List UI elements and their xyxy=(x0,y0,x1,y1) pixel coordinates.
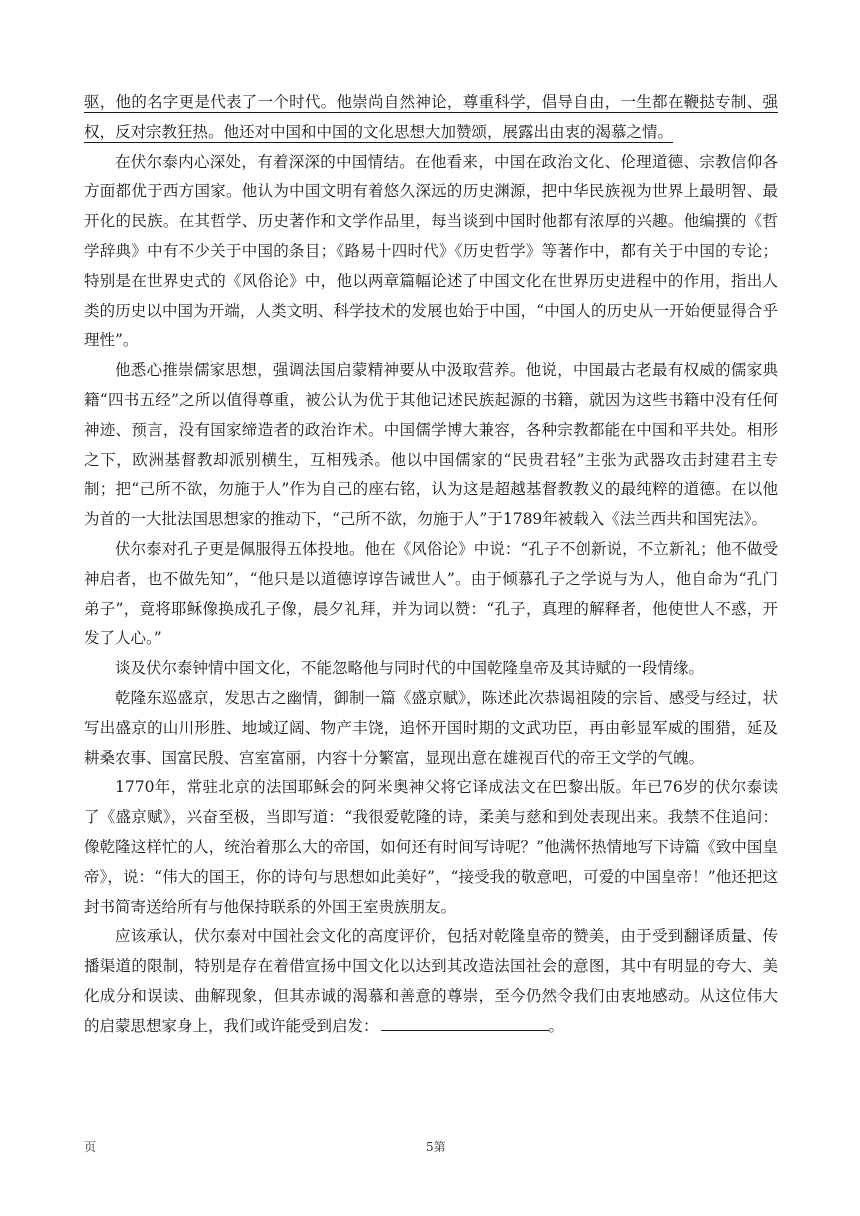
paragraph-qianlong-intro: 谈及伏尔泰钟情中国文化，不能忽略他与同时代的中国乾隆皇帝及其诗赋的一段情缘。 xyxy=(115,659,705,678)
paragraph-confucius-admiration: 伏尔泰对孔子更是佩服得五体投地。他在《风俗论》中说：“孔子不创新说，不立新礼；他不做受神启者，也不做先知”，“他只是以道德谆谆告诫世人”。由于倾慕孔子之学说与为人，他自命为“孔门弟子”，竟将耶稣像换成孔子像，晨夕礼拜，并为词以赞：“孔子，真理的解释者，他使世人不惑，开发了人心。” xyxy=(84,539,778,648)
paragraph-continuation: 驱，他的名字更是代表了一个时代。他崇尚自然神论，尊重科学，倡导自由，一生都在鞭挞专制、强权，反对宗教狂热。他还对中国和中国的文化思想大加赞颂，展露出由衷的渴慕之情。 xyxy=(84,93,778,141)
paragraph-confucianism: 他悉心推崇儒家思想，强调法国启蒙精神要从中汲取营养。他说，中国最古老最有权威的儒家典籍“四书五经”之所以值得尊重，被公认为优于其他记述民族起源的书籍，就因为这些书籍中没有任何神迹、预言，没有国家缔造者的政治诈术。中国儒学博大兼容，各种宗教都能在中国和平共处。相形之下，欧洲基督教却派别横生，互相残杀。他以中国儒家的“民贵君轻”主张为武器攻击封建君主专制；把“己所不欲，勿施于人”作为自己的座右铭，认为这是超越基督教教义的最纯粹的道德。在以他为首的一大批法国思想家的推动下，“己所不欲，勿施于人”于1789年被载入《法兰西共和国宪法》。 xyxy=(84,361,778,529)
page-number: 5第 xyxy=(426,1140,446,1154)
footer-left-text: 页 xyxy=(84,1140,97,1154)
conclusion-text: 应该承认，伏尔泰对中国社会文化的高度评价，包括对乾隆皇帝的赞美，由于受到翻译质量、传播渠道的限制，特别是存在着借宣扬中国文化以达到其改造法国社会的意图，其中有明显的夸大、美化成分和误读、曲解现象，但其赤诚的渴慕和善意的尊崇，至今仍然令我们由衷地感动。从这位伟大的启蒙思想家身上，我们或许能受到启发： xyxy=(84,927,778,1035)
article-body xyxy=(84,88,778,1042)
paragraph-conclusion xyxy=(84,922,778,1041)
paragraph-shengjing-fu: 乾隆东巡盛京，发思古之幽情，御制一篇《盛京赋》，陈述此次恭谒祖陵的宗旨、感受与经过，状写出盛京的山川形胜、地域辽阔、物产丰饶，追怀开国时期的文武功臣，再由彰显军威的围猎，延及耕桑农事、国富民殷、宫室富丽，内容十分繁富，显现出意在雄视百代的帝王文学的气魄。 xyxy=(84,688,778,767)
page-footer xyxy=(0,1138,860,1158)
conclusion-end: 。 xyxy=(548,1016,565,1035)
paragraph-translation-1770: 1770年，常驻北京的法国耶稣会的阿米奥神父将它译成法文在巴黎出版。年已76岁的伏尔泰读了《盛京赋》，兴奋至极，当即写道：“我很爱乾隆的诗，柔美与慈和到处表现出来。我禁不住追问：像乾隆这样忙的人，统治着那么大的帝国，如何还有时间写诗呢？”他满怀热情地写下诗篇《致中国皇帝》，说：“伟大的国王，你的诗句与思想如此美好”，“接受我的敬意吧，可爱的中国皇帝！”他还把这封书简寄送给所有与他保持联系的外国王室贵族朋友。 xyxy=(84,778,778,916)
paragraph-chinese-complex: 在伏尔泰内心深处，有着深深的中国情结。在他看来，中国在政治文化、伦理道德、宗教信仰各方面都优于西方国家。他认为中国文明有着悠久深远的历史渊源，把中华民族视为世界上最明智、最开化的民族。在其哲学、历史著作和文学作品里，每当谈到中国时他都有浓厚的兴趣。他编撰的《哲学辞典》中有不少关于中国的条目；《路易十四时代》《历史哲学》等著作中，都有关于中国的专论；特别是在世界史式的《风俗论》中，他以两章篇幅论述了中国文化在世界历史进程中的作用，指出人类的历史以中国为开端，人类文明、科学技术的发展也始于中国，“中国人的历史从一开始便显得合乎理性”。 xyxy=(84,152,778,350)
answer-blank[interactable] xyxy=(381,1012,549,1031)
